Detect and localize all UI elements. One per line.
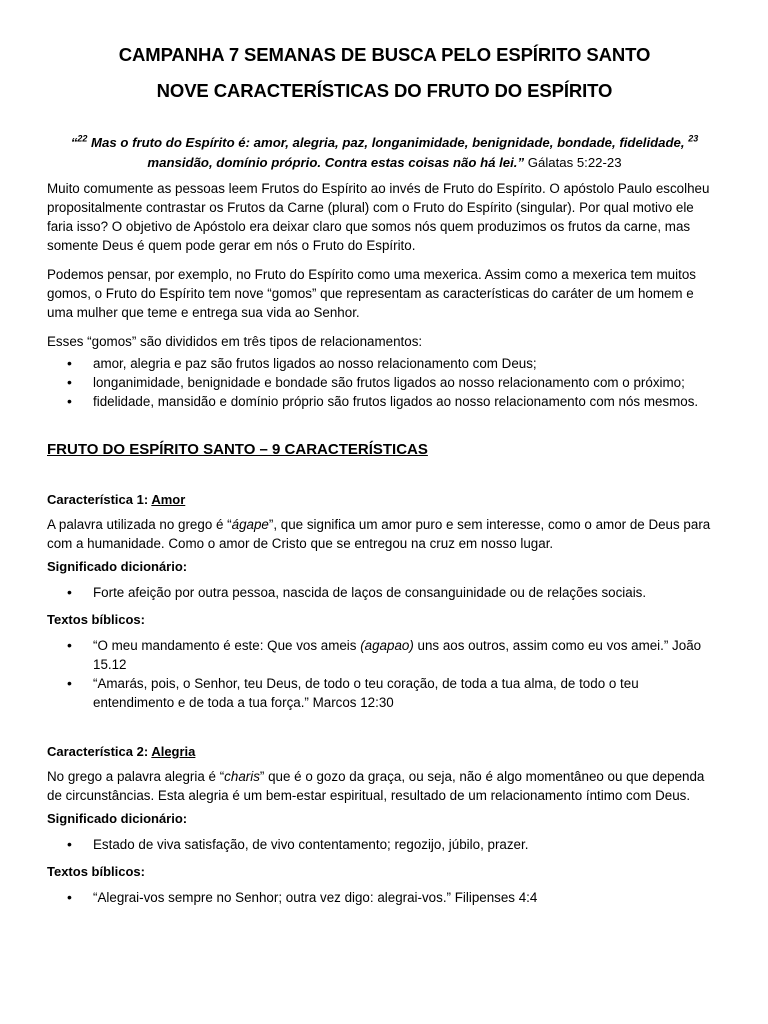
- list-item: • fidelidade, mansidão e domínio próprio são frutos ligados ao nosso relacionamento com nós mesmos.: [47, 392, 722, 411]
- text-span: ”, que significa um amor puro e sem interesse, como o amor de Deus para com a humanidade. Como o amor de Cristo que se entregou na cruz em nosso lugar.: [47, 517, 711, 551]
- bible-texts-list: [47, 888, 722, 907]
- text-span: A palavra utilizada no grego é “: [47, 517, 232, 532]
- epigraph-quote: [47, 133, 722, 173]
- section-title: FRUTO DO ESPÍRITO SANTO – 9 CARACTERÍSTICAS: [47, 441, 428, 458]
- intro-paragraph: Muito comumente as pessoas leem Frutos do Espírito ao invés de Fruto do Espírito. O apóstolo Paulo escolheu propositalmente contrastar os Frutos da Carne (plural) com o Fruto do Espírito (singular). Por qual motivo ele faria isso? O objetivo de Apóstolo era deixar claro que somos nós quem produzimos os frutos da carne, mas somente Deus é quem pode gerar em nós o Fruto do Espírito.: [47, 181, 710, 253]
- quote-open: “: [70, 135, 78, 150]
- characteristic-name: Alegria: [151, 744, 196, 759]
- list-item: • longanimidade, benignidade e bondade são frutos ligados ao nosso relacionamento com o próximo;: [47, 373, 722, 392]
- list-item: • “Amarás, pois, o Senhor, teu Deus, de todo o teu coração, de toda a tua alma, de todo o teu entendimento e de toda a tua força.” Marcos 12:30: [47, 674, 722, 712]
- characteristic-name: Amor: [151, 492, 186, 507]
- characteristic-description: [47, 767, 722, 805]
- document-title: CAMPANHA 7 SEMANAS DE BUSCA PELO ESPÍRITO SANTO: [118, 44, 651, 65]
- characteristic-heading: [47, 742, 722, 761]
- dictionary-list: [47, 835, 722, 854]
- greek-word: charis: [224, 769, 260, 784]
- list-item: • amor, alegria e paz são frutos ligados ao nosso relacionamento com Deus;: [47, 354, 722, 373]
- text-span: ” que é o gozo da graça, ou seja, não é algo momentâneo ou que dependa de circunstâncias. Esta alegria é um bem-estar espiritual, resultado de um relacionamento íntimo com Deus.: [47, 769, 705, 803]
- characteristic-heading: [47, 490, 722, 509]
- heading-prefix: Característica 2:: [47, 744, 152, 759]
- list-item: • Estado de viva satisfação, de vivo contentamento; regozijo, júbilo, prazer.: [47, 835, 722, 854]
- greek-word: ágape: [231, 517, 269, 532]
- bible-texts-list: [47, 636, 722, 712]
- text-span: uns aos outros, assim como eu vos amei.” João 15.12: [93, 638, 702, 672]
- characteristic-description: [47, 515, 722, 553]
- dictionary-label: Significado dicionário:: [47, 559, 188, 574]
- list-item: • Forte afeição por outra pessoa, nascida de laços de consanguinidade ou de relações sociais.: [47, 583, 722, 602]
- quote-reference: Gálatas 5:22-23: [524, 155, 622, 170]
- verse-number: 23: [688, 133, 699, 144]
- document-subtitle: NOVE CARACTERÍSTICAS DO FRUTO DO ESPÍRITO: [156, 80, 613, 101]
- list-item: [47, 636, 722, 674]
- text-span: No grego a palavra alegria é “: [47, 769, 225, 784]
- text-span: “O meu mandamento é este: Que vos ameis: [93, 638, 361, 653]
- intro-paragraph: Podemos pensar, por exemplo, no Fruto do Espírito como uma mexerica. Assim como a mexerica tem muitos gomos, o Fruto do Espírito tem nove “gomos” que representam as características do caráter de um homem e uma mulher que teme e entrega sua vida ao Senhor.: [47, 267, 696, 320]
- quote-text: mansidão, domínio próprio. Contra estas coisas não há lei.”: [147, 155, 525, 170]
- list-item: • “Alegrai-vos sempre no Senhor; outra vez digo: alegrai-vos.” Filipenses 4:4: [47, 888, 722, 907]
- dictionary-list: [47, 583, 722, 602]
- intro-paragraph: Esses “gomos” são divididos em três tipos de relacionamentos:: [47, 334, 423, 349]
- bible-texts-label: Textos bíblicos:: [47, 612, 145, 627]
- verse-number: 22: [77, 133, 88, 144]
- greek-word: (agapao): [360, 638, 414, 653]
- quote-text: Mas o fruto do Espírito é: amor, alegria, paz, longanimidade, benignidade, bondade, fidelidade,: [87, 135, 689, 150]
- relationship-list: [47, 354, 722, 411]
- heading-prefix: Característica 1:: [47, 492, 152, 507]
- bible-texts-label: Textos bíblicos:: [47, 864, 145, 879]
- dictionary-label: Significado dicionário:: [47, 811, 188, 826]
